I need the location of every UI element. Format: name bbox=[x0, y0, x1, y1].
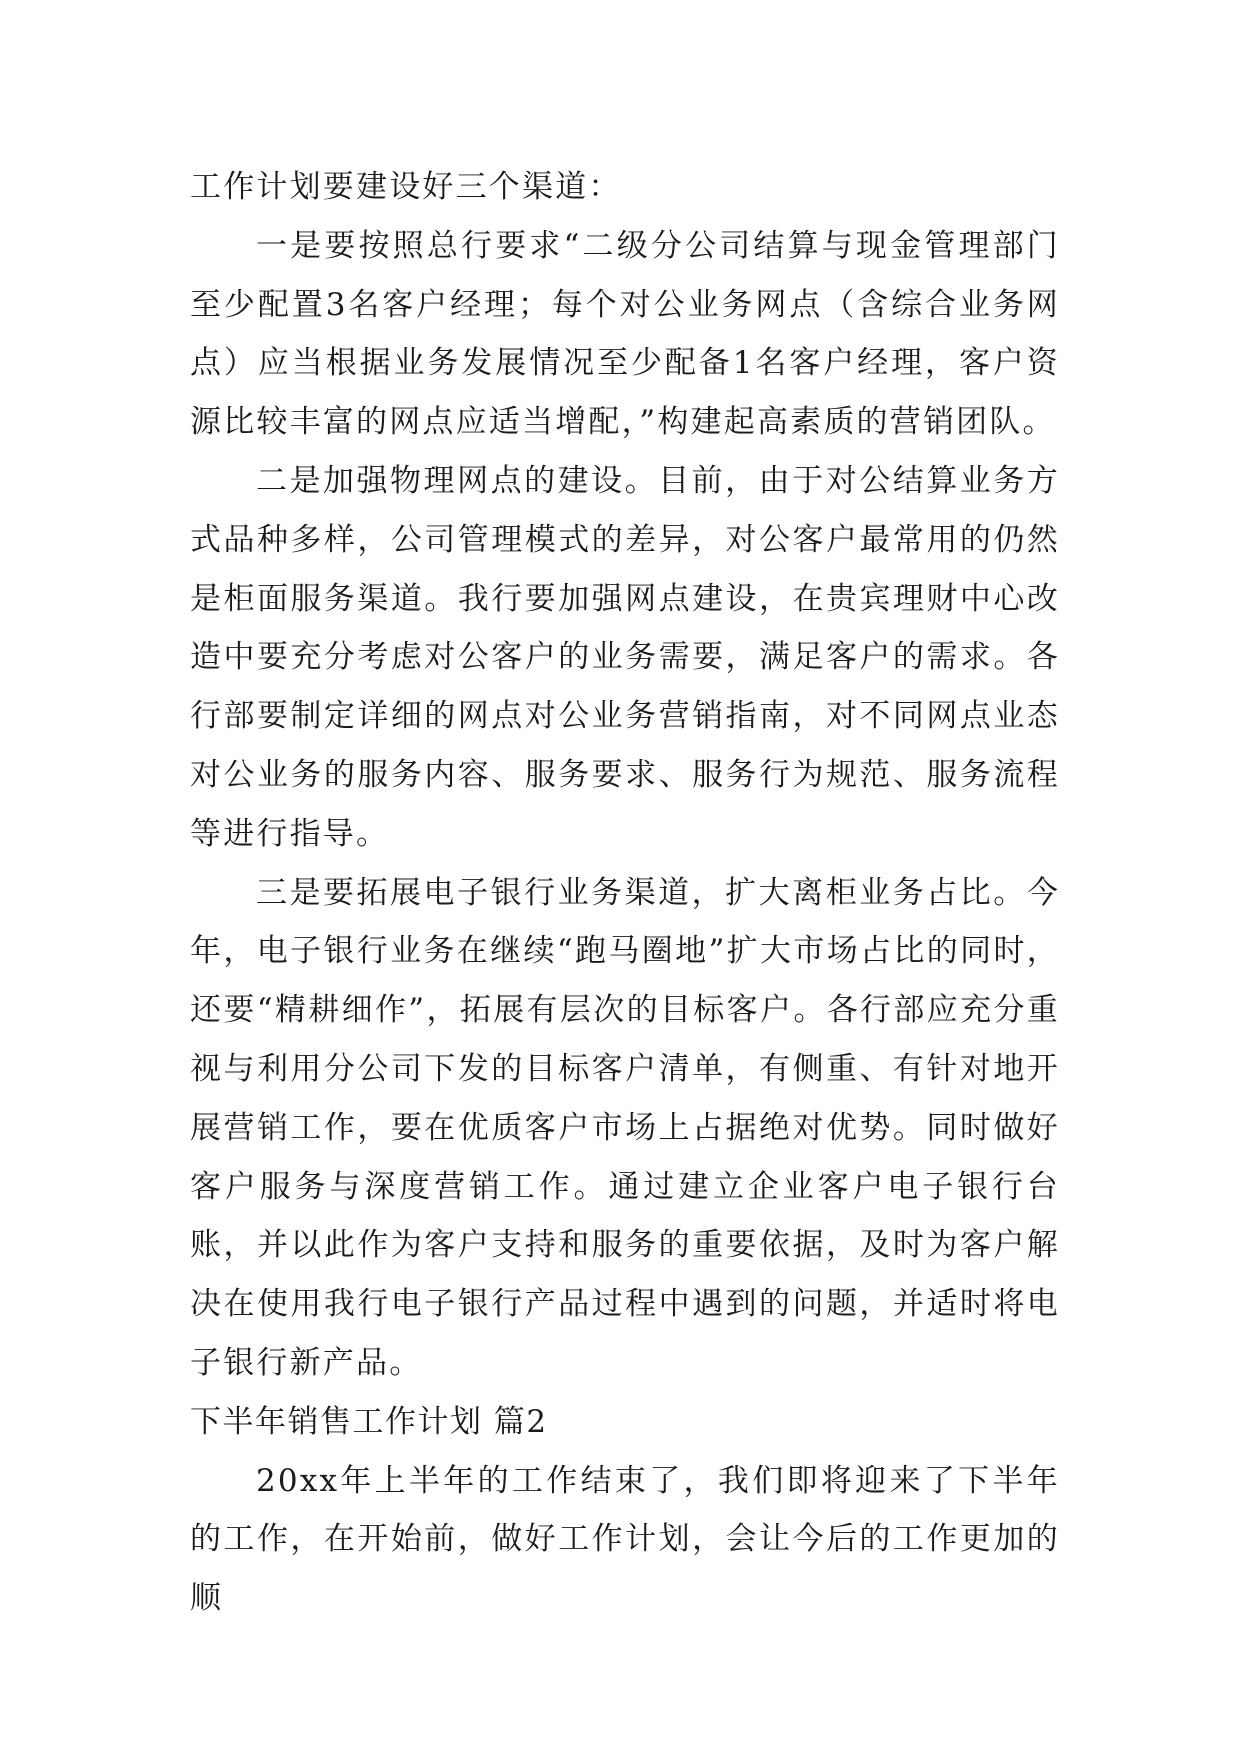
document-body bbox=[190, 158, 1060, 1628]
paragraph-section-two-intro: 20xx年上半年的工作结束了，我们即将迎来了下半年的工作，在开始前，做好工作计划，会让今后的工作更加的顺 bbox=[190, 1462, 1060, 1617]
paragraph-intro: 工作计划要建设好三个渠道： bbox=[190, 169, 622, 205]
section-heading: 下半年销售工作计划 篇2 bbox=[190, 1403, 548, 1440]
paragraph-channel-two: 二是加强物理网点的建设。目前，由于对公结算业务方式品种多样，公司管理模式的差异，对公客户最常用的仍然是柜面服务渠道。我行要加强网点建设，在贵宾理财中心改造中要充分考虑对公客户的业务需要，满足客户的需求。各行部要制定详细的网点对公业务营销指南，对不同网点业态对公业务的服务内容、服务要求、服务行为规范、服务流程等进行指导。 bbox=[190, 462, 1060, 852]
paragraph-channel-three: 三是要拓展电子银行业务渠道，扩大离柜业务占比。今年，电子银行业务在继续“跑马圈地”扩大市场占比的同时，还要“精耕细作”，拓展有层次的目标客户。各行部应充分重视与利用分公司下发的目标客户清单，有侧重、有针对地开展营销工作，要在优质客户市场上占据绝对优势。同时做好客户服务与深度营销工作。通过建立企业客户电子银行台账，并以此作为客户支持和服务的重要依据，及时为客户解决在使用我行电子银行产品过程中遇到的问题，并适时将电子银行新产品。 bbox=[190, 874, 1060, 1381]
paragraph-channel-one: 一是要按照总行要求“二级分公司结算与现金管理部门至少配置3名客户经理；每个对公业务网点（含综合业务网点）应当根据业务发展情况至少配备1名客户经理，客户资源比较丰富的网点应适当增配，”构建起高素质的营销团队。 bbox=[190, 227, 1060, 441]
